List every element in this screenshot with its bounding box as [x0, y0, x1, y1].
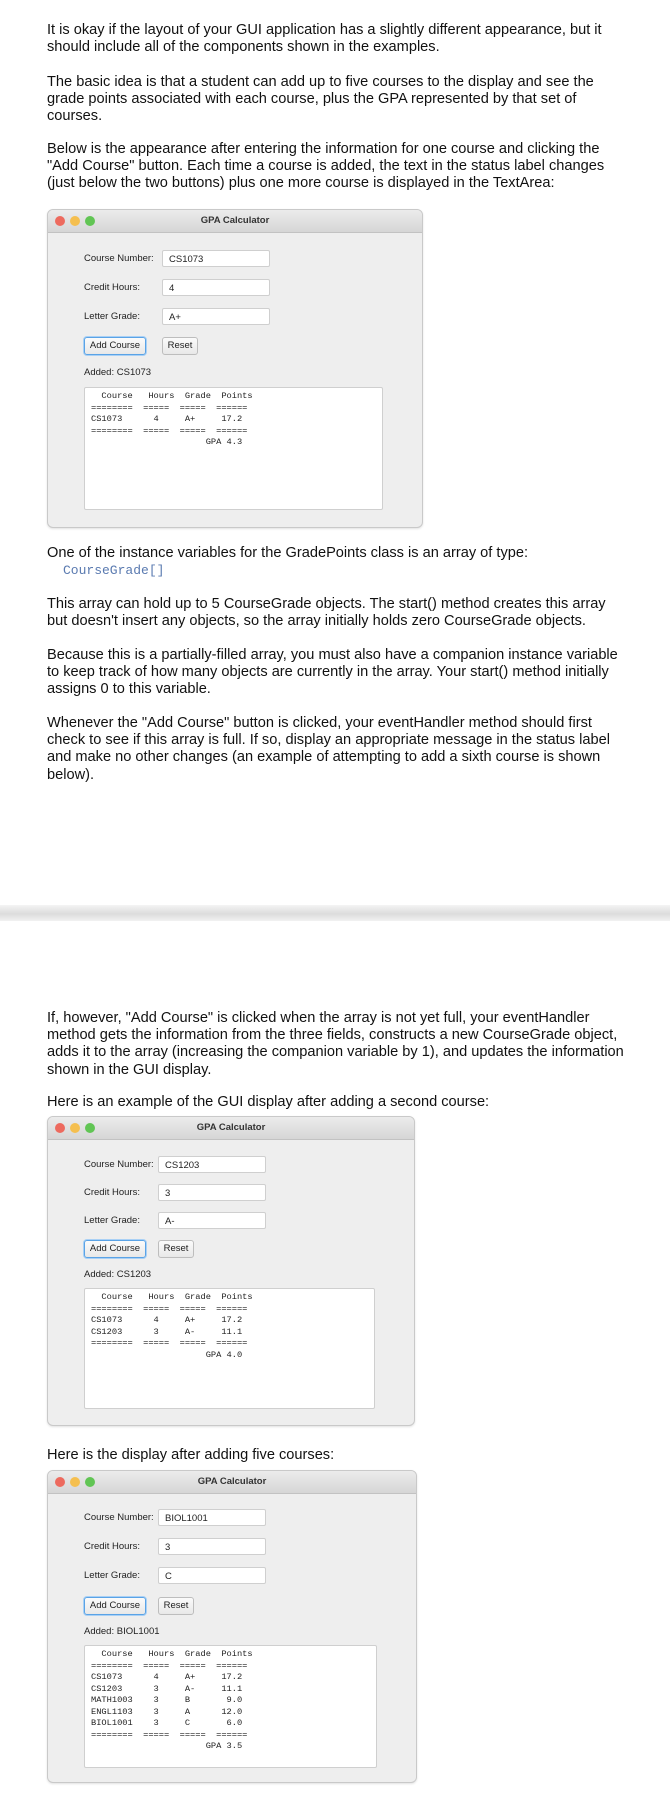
- course-number-field[interactable]: BIOL1001: [158, 1509, 266, 1526]
- document-page-2: [0, 921, 670, 1815]
- course-number-field[interactable]: CS1203: [158, 1156, 266, 1173]
- credit-hours-label: Credit Hours:: [84, 282, 140, 293]
- letter-grade-field[interactable]: A-: [158, 1212, 266, 1229]
- reset-button[interactable]: Reset: [158, 1597, 194, 1615]
- course-number-field[interactable]: CS1073: [162, 250, 270, 267]
- textarea-content: Course Hours Grade Points ======== ===== ===== ====== CS1073 4 A+ 17.2 ======== ===== ===== ====== GPA 4.3: [91, 391, 253, 447]
- credit-hours-field[interactable]: 3: [158, 1538, 266, 1555]
- reset-button[interactable]: Reset: [162, 337, 198, 355]
- courses-textarea[interactable]: [84, 387, 383, 510]
- course-number-label: Course Number:: [84, 1512, 154, 1523]
- paragraph-add-course-description: Below is the appearance after entering the information for one course and clicking the "Add Course" button. Each time a course is added, the text in the status label changes (just below the two buttons) plus one more course is displayed in the TextArea:: [47, 141, 605, 192]
- letter-grade-label: Letter Grade:: [84, 311, 140, 322]
- paragraph-basic-idea: The basic idea is that a student can add up to five courses to the display and see the grade points associated with each course, plus the GPA represented by that set of courses.: [47, 74, 594, 125]
- window-titlebar: [48, 1471, 416, 1494]
- add-course-button[interactable]: Add Course: [84, 1240, 146, 1258]
- add-course-button[interactable]: Add Course: [84, 1597, 146, 1615]
- status-label: Added: BIOL1001: [84, 1626, 160, 1637]
- paragraph-array-capacity: This array can hold up to 5 CourseGrade objects. The start() method creates this array but doesn't insert any objects, so the array initially holds zero CourseGrade objects.: [47, 596, 606, 630]
- letter-grade-field[interactable]: A+: [162, 308, 270, 325]
- credit-hours-label: Credit Hours:: [84, 1541, 140, 1552]
- paragraph-second-course-example: Here is an example of the GUI display after adding a second course:: [47, 1094, 490, 1110]
- credit-hours-field[interactable]: 3: [158, 1184, 266, 1201]
- reset-button[interactable]: Reset: [158, 1240, 194, 1258]
- code-type-courses-array: CourseGrade[]: [63, 563, 165, 578]
- gpa-calculator-window-3: [47, 1470, 417, 1783]
- credit-hours-field[interactable]: 4: [162, 279, 270, 296]
- document-page-1: [0, 0, 670, 905]
- course-number-label: Course Number:: [84, 253, 154, 264]
- paragraph-five-courses-example: Here is the display after adding five courses:: [47, 1447, 335, 1463]
- letter-grade-label: Letter Grade:: [84, 1570, 140, 1581]
- paragraph-intro: It is okay if the layout of your GUI application has a slightly different appearance, but it should include all of the components shown in the examples.: [47, 22, 602, 56]
- letter-grade-label: Letter Grade:: [84, 1215, 140, 1226]
- paragraph-full-array-check: Whenever the "Add Course" button is clicked, your eventHandler method should first check to see if this array is full. If so, display an appropriate message in the status label and make no other changes (an example of attempting to add a sixth course is shown below).: [47, 715, 610, 783]
- textarea-content: Course Hours Grade Points ======== ===== ===== ====== CS1073 4 A+ 17.2 CS1203 3 A- 11.1 ======== ===== ===== ====== GPA 4.0: [91, 1292, 253, 1360]
- window-title: GPA Calculator: [196, 1122, 266, 1133]
- window-titlebar: [48, 210, 422, 233]
- textarea-content: Course Hours Grade Points ======== ===== ===== ====== CS1073 4 A+ 17.2 CS1203 3 A- 11.1 MATH1003 3 B 9.0 ENGL1103 3 A 12.0 BIOL1001 3 C 6.0 ======== ===== ===== ====== GPA 3.5: [91, 1649, 253, 1751]
- letter-grade-field[interactable]: C: [158, 1567, 266, 1584]
- paragraph-not-full-behavior: If, however, "Add Course" is clicked when the array is not yet full, your eventHandler method gets the information from the three fields, constructs a new CourseGrade object, adds it to the array (increasing the companion variable by 1), and updates the information shown in the GUI display.: [47, 1010, 624, 1078]
- course-number-label: Course Number:: [84, 1159, 154, 1170]
- add-course-button[interactable]: Add Course: [84, 337, 146, 355]
- gpa-calculator-window-2: [47, 1116, 415, 1426]
- window-titlebar: [48, 1117, 414, 1140]
- window-title: GPA Calculator: [200, 215, 270, 226]
- paragraph-companion-variable: Because this is a partially-filled array, you must also have a companion instance variable to keep track of how many objects are currently in the array. Your start() method initially assigns 0 to this variable.: [47, 647, 618, 698]
- paragraph-instance-variable: One of the instance variables for the GradePoints class is an array of type:: [47, 545, 529, 561]
- page-separator: [0, 905, 670, 921]
- status-label: Added: CS1073: [84, 367, 152, 378]
- status-label: Added: CS1203: [84, 1269, 152, 1280]
- gpa-calculator-window-1: [47, 209, 423, 528]
- credit-hours-label: Credit Hours:: [84, 1187, 140, 1198]
- window-title: GPA Calculator: [197, 1476, 267, 1487]
- courses-textarea[interactable]: [84, 1645, 377, 1768]
- courses-textarea[interactable]: [84, 1288, 375, 1409]
